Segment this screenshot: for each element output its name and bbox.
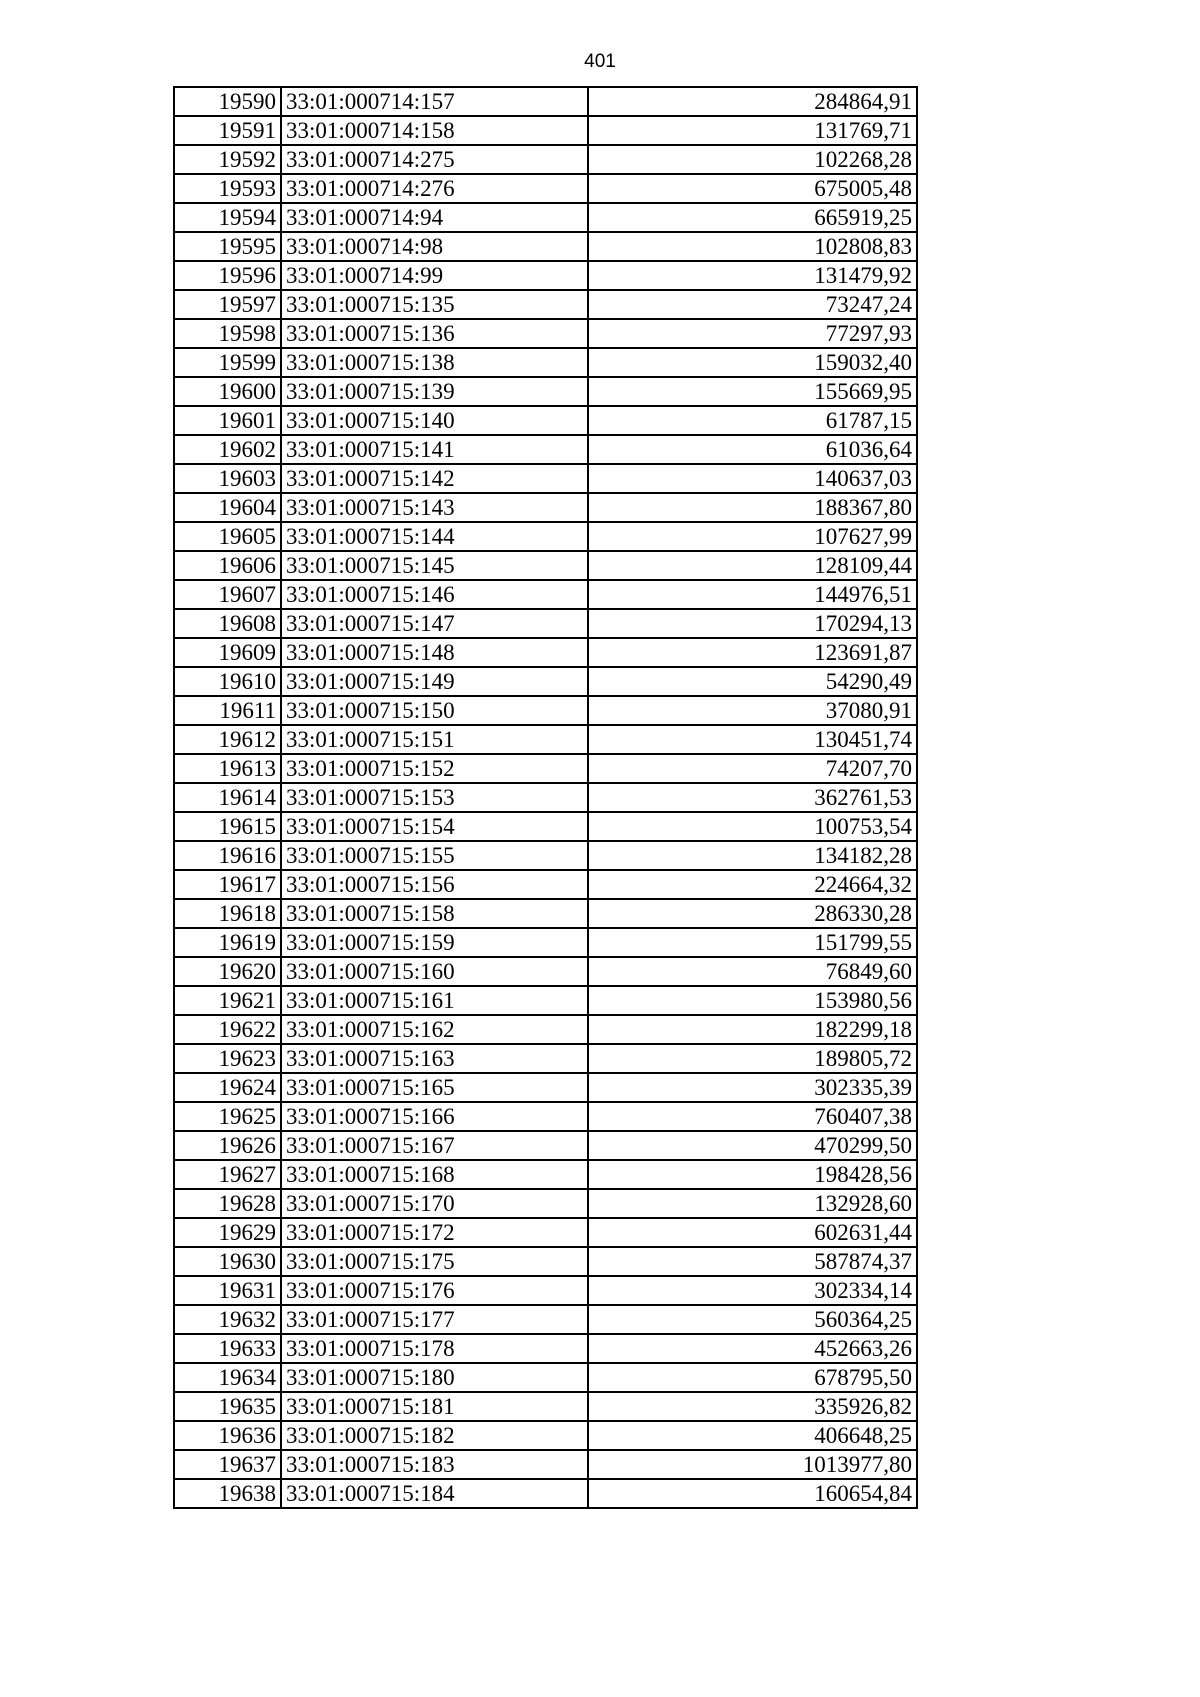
cadastral-number-cell: 33:01:000715:142 [281, 464, 588, 493]
table-row [174, 232, 917, 261]
row-number-cell: 19608 [174, 609, 281, 638]
cadastral-number-cell: 33:01:000715:170 [281, 1189, 588, 1218]
table-row [174, 1305, 917, 1334]
value-cell: 406648,25 [588, 1421, 917, 1450]
row-number-cell: 19619 [174, 928, 281, 957]
cadastral-number-cell: 33:01:000715:184 [281, 1479, 588, 1508]
row-number-cell: 19636 [174, 1421, 281, 1450]
table-row [174, 116, 917, 145]
table-row [174, 754, 917, 783]
row-number-cell: 19617 [174, 870, 281, 899]
table-row [174, 725, 917, 754]
value-cell: 107627,99 [588, 522, 917, 551]
table-row [174, 696, 917, 725]
table-row [174, 261, 917, 290]
value-cell: 760407,38 [588, 1102, 917, 1131]
table-row [174, 580, 917, 609]
table-row [174, 928, 917, 957]
row-number-cell: 19614 [174, 783, 281, 812]
cadastral-number-cell: 33:01:000715:135 [281, 290, 588, 319]
cadastral-number-cell: 33:01:000715:162 [281, 1015, 588, 1044]
value-cell: 151799,55 [588, 928, 917, 957]
cadastral-number-cell: 33:01:000715:183 [281, 1450, 588, 1479]
row-number-cell: 19604 [174, 493, 281, 522]
table-row [174, 812, 917, 841]
table-row [174, 1160, 917, 1189]
cadastral-number-cell: 33:01:000715:140 [281, 406, 588, 435]
cadastral-number-cell: 33:01:000714:99 [281, 261, 588, 290]
cadastral-number-cell: 33:01:000715:155 [281, 841, 588, 870]
table-row [174, 319, 917, 348]
value-cell: 140637,03 [588, 464, 917, 493]
table-row [174, 1044, 917, 1073]
value-cell: 675005,48 [588, 174, 917, 203]
value-cell: 286330,28 [588, 899, 917, 928]
cadastral-number-cell: 33:01:000715:145 [281, 551, 588, 580]
value-cell: 188367,80 [588, 493, 917, 522]
value-cell: 54290,49 [588, 667, 917, 696]
value-cell: 284864,91 [588, 87, 917, 116]
row-number-cell: 19627 [174, 1160, 281, 1189]
row-number-cell: 19609 [174, 638, 281, 667]
cadastral-number-cell: 33:01:000715:177 [281, 1305, 588, 1334]
row-number-cell: 19634 [174, 1363, 281, 1392]
table-row [174, 1276, 917, 1305]
cadastral-number-cell: 33:01:000714:276 [281, 174, 588, 203]
cadastral-number-cell: 33:01:000715:180 [281, 1363, 588, 1392]
row-number-cell: 19629 [174, 1218, 281, 1247]
row-number-cell: 19631 [174, 1276, 281, 1305]
row-number-cell: 19620 [174, 957, 281, 986]
value-cell: 1013977,80 [588, 1450, 917, 1479]
row-number-cell: 19611 [174, 696, 281, 725]
value-cell: 134182,28 [588, 841, 917, 870]
cadastral-number-cell: 33:01:000714:275 [281, 145, 588, 174]
cadastral-number-cell: 33:01:000715:147 [281, 609, 588, 638]
cadastral-number-cell: 33:01:000715:148 [281, 638, 588, 667]
row-number-cell: 19594 [174, 203, 281, 232]
row-number-cell: 19606 [174, 551, 281, 580]
row-number-cell: 19607 [174, 580, 281, 609]
value-cell: 102268,28 [588, 145, 917, 174]
table-row [174, 1450, 917, 1479]
row-number-cell: 19632 [174, 1305, 281, 1334]
row-number-cell: 19624 [174, 1073, 281, 1102]
table-row [174, 87, 917, 116]
value-cell: 123691,87 [588, 638, 917, 667]
cadastral-number-cell: 33:01:000715:163 [281, 1044, 588, 1073]
value-cell: 170294,13 [588, 609, 917, 638]
page-number: 401 [584, 51, 616, 72]
value-cell: 131479,92 [588, 261, 917, 290]
cadastral-number-cell: 33:01:000715:178 [281, 1334, 588, 1363]
value-cell: 302335,39 [588, 1073, 917, 1102]
value-cell: 160654,84 [588, 1479, 917, 1508]
cadastral-number-cell: 33:01:000715:139 [281, 377, 588, 406]
table-row [174, 551, 917, 580]
cadastral-number-cell: 33:01:000715:166 [281, 1102, 588, 1131]
value-cell: 100753,54 [588, 812, 917, 841]
row-number-cell: 19638 [174, 1479, 281, 1508]
table-row [174, 783, 917, 812]
table-row [174, 609, 917, 638]
table-row [174, 1421, 917, 1450]
value-cell: 74207,70 [588, 754, 917, 783]
row-number-cell: 19628 [174, 1189, 281, 1218]
value-cell: 189805,72 [588, 1044, 917, 1073]
value-cell: 130451,74 [588, 725, 917, 754]
row-number-cell: 19592 [174, 145, 281, 174]
table-row [174, 1015, 917, 1044]
row-number-cell: 19622 [174, 1015, 281, 1044]
cadastral-number-cell: 33:01:000714:94 [281, 203, 588, 232]
value-cell: 153980,56 [588, 986, 917, 1015]
cadastral-number-cell: 33:01:000715:138 [281, 348, 588, 377]
table-row [174, 1218, 917, 1247]
table-row [174, 1363, 917, 1392]
value-cell: 452663,26 [588, 1334, 917, 1363]
value-cell: 224664,32 [588, 870, 917, 899]
table-row [174, 841, 917, 870]
value-cell: 198428,56 [588, 1160, 917, 1189]
value-cell: 560364,25 [588, 1305, 917, 1334]
value-cell: 128109,44 [588, 551, 917, 580]
value-cell: 61787,15 [588, 406, 917, 435]
cadastral-number-cell: 33:01:000715:144 [281, 522, 588, 551]
row-number-cell: 19618 [174, 899, 281, 928]
cadastral-number-cell: 33:01:000715:152 [281, 754, 588, 783]
table-row [174, 1334, 917, 1363]
cadastral-number-cell: 33:01:000715:182 [281, 1421, 588, 1450]
row-number-cell: 19633 [174, 1334, 281, 1363]
table-row [174, 957, 917, 986]
row-number-cell: 19591 [174, 116, 281, 145]
row-number-cell: 19613 [174, 754, 281, 783]
row-number-cell: 19593 [174, 174, 281, 203]
row-number-cell: 19616 [174, 841, 281, 870]
cadastral-number-cell: 33:01:000715:159 [281, 928, 588, 957]
table-row [174, 435, 917, 464]
row-number-cell: 19630 [174, 1247, 281, 1276]
table-row [174, 348, 917, 377]
cadastral-number-cell: 33:01:000715:143 [281, 493, 588, 522]
table-row [174, 522, 917, 551]
table-row [174, 638, 917, 667]
table-row [174, 1392, 917, 1421]
value-cell: 102808,83 [588, 232, 917, 261]
row-number-cell: 19590 [174, 87, 281, 116]
row-number-cell: 19599 [174, 348, 281, 377]
value-cell: 159032,40 [588, 348, 917, 377]
cadastral-number-cell: 33:01:000715:158 [281, 899, 588, 928]
table-row [174, 1247, 917, 1276]
row-number-cell: 19610 [174, 667, 281, 696]
cadastral-number-cell: 33:01:000715:181 [281, 1392, 588, 1421]
cadastral-number-cell: 33:01:000715:149 [281, 667, 588, 696]
row-number-cell: 19625 [174, 1102, 281, 1131]
row-number-cell: 19612 [174, 725, 281, 754]
cadastral-number-cell: 33:01:000715:156 [281, 870, 588, 899]
registry-table-body [174, 87, 917, 1508]
row-number-cell: 19598 [174, 319, 281, 348]
cadastral-number-cell: 33:01:000715:176 [281, 1276, 588, 1305]
value-cell: 76849,60 [588, 957, 917, 986]
cadastral-number-cell: 33:01:000715:161 [281, 986, 588, 1015]
row-number-cell: 19626 [174, 1131, 281, 1160]
value-cell: 587874,37 [588, 1247, 917, 1276]
table-row [174, 203, 917, 232]
cadastral-number-cell: 33:01:000715:160 [281, 957, 588, 986]
value-cell: 77297,93 [588, 319, 917, 348]
cadastral-number-cell: 33:01:000715:153 [281, 783, 588, 812]
row-number-cell: 19615 [174, 812, 281, 841]
cadastral-number-cell: 33:01:000715:175 [281, 1247, 588, 1276]
row-number-cell: 19603 [174, 464, 281, 493]
value-cell: 665919,25 [588, 203, 917, 232]
value-cell: 302334,14 [588, 1276, 917, 1305]
table-row [174, 1102, 917, 1131]
value-cell: 182299,18 [588, 1015, 917, 1044]
cadastral-number-cell: 33:01:000715:172 [281, 1218, 588, 1247]
value-cell: 155669,95 [588, 377, 917, 406]
cadastral-number-cell: 33:01:000715:150 [281, 696, 588, 725]
row-number-cell: 19596 [174, 261, 281, 290]
table-row [174, 377, 917, 406]
table-row [174, 145, 917, 174]
row-number-cell: 19621 [174, 986, 281, 1015]
table-row [174, 870, 917, 899]
value-cell: 335926,82 [588, 1392, 917, 1421]
value-cell: 470299,50 [588, 1131, 917, 1160]
table-row [174, 1073, 917, 1102]
table-row [174, 1479, 917, 1508]
table-row [174, 493, 917, 522]
cadastral-number-cell: 33:01:000715:136 [281, 319, 588, 348]
row-number-cell: 19637 [174, 1450, 281, 1479]
cadastral-number-cell: 33:01:000715:141 [281, 435, 588, 464]
cadastral-number-cell: 33:01:000715:167 [281, 1131, 588, 1160]
cadastral-number-cell: 33:01:000715:146 [281, 580, 588, 609]
cadastral-number-cell: 33:01:000715:154 [281, 812, 588, 841]
value-cell: 131769,71 [588, 116, 917, 145]
table-row [174, 464, 917, 493]
cadastral-number-cell: 33:01:000714:157 [281, 87, 588, 116]
row-number-cell: 19597 [174, 290, 281, 319]
table-row [174, 986, 917, 1015]
value-cell: 144976,51 [588, 580, 917, 609]
row-number-cell: 19601 [174, 406, 281, 435]
cadastral-number-cell: 33:01:000715:151 [281, 725, 588, 754]
row-number-cell: 19623 [174, 1044, 281, 1073]
value-cell: 73247,24 [588, 290, 917, 319]
value-cell: 61036,64 [588, 435, 917, 464]
table-row [174, 174, 917, 203]
cadastral-number-cell: 33:01:000715:165 [281, 1073, 588, 1102]
cadastral-number-cell: 33:01:000714:158 [281, 116, 588, 145]
cadastral-number-cell: 33:01:000715:168 [281, 1160, 588, 1189]
table-row [174, 1189, 917, 1218]
table-row [174, 1131, 917, 1160]
value-cell: 132928,60 [588, 1189, 917, 1218]
table-row [174, 667, 917, 696]
registry-table [173, 86, 918, 1509]
row-number-cell: 19602 [174, 435, 281, 464]
value-cell: 602631,44 [588, 1218, 917, 1247]
value-cell: 37080,91 [588, 696, 917, 725]
cadastral-number-cell: 33:01:000714:98 [281, 232, 588, 261]
row-number-cell: 19600 [174, 377, 281, 406]
row-number-cell: 19605 [174, 522, 281, 551]
table-row [174, 899, 917, 928]
row-number-cell: 19635 [174, 1392, 281, 1421]
row-number-cell: 19595 [174, 232, 281, 261]
value-cell: 678795,50 [588, 1363, 917, 1392]
table-row [174, 406, 917, 435]
value-cell: 362761,53 [588, 783, 917, 812]
table-row [174, 290, 917, 319]
